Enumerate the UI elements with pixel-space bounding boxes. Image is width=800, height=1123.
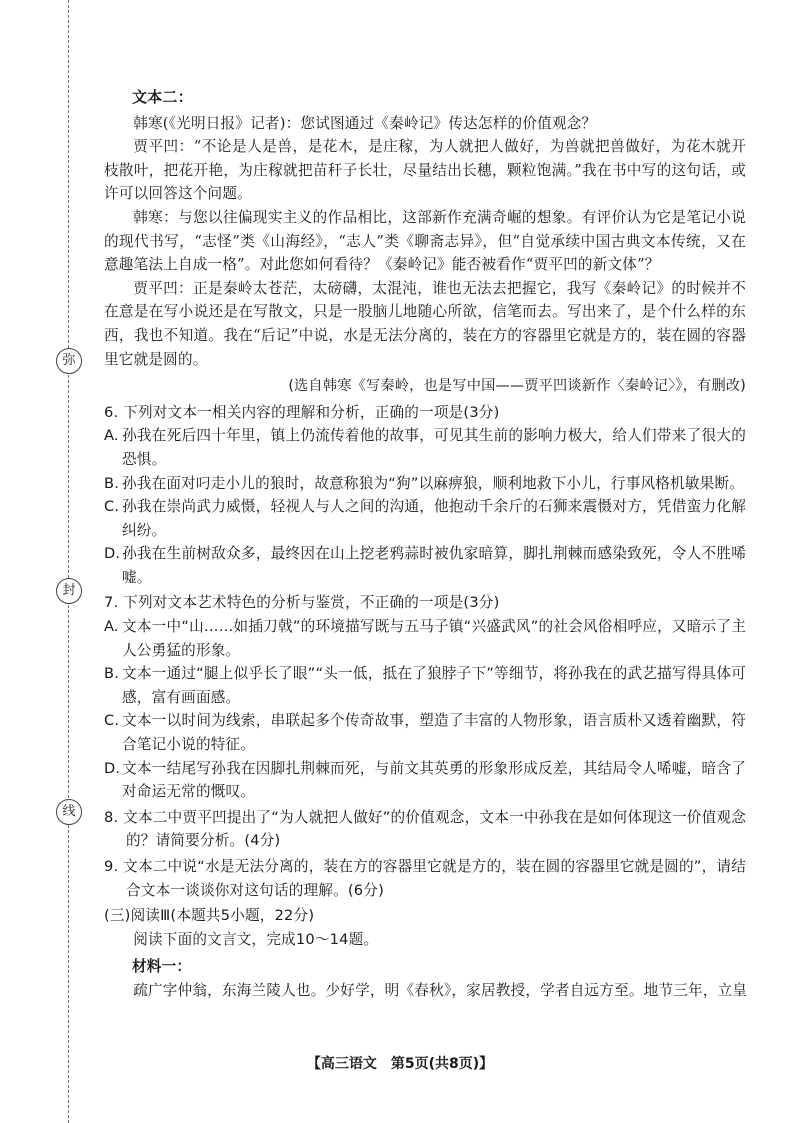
option-letter: B. xyxy=(104,474,120,492)
page-footer: 【高三语文 第5页(共8页)】 xyxy=(306,1056,494,1072)
option-letter: C. xyxy=(104,498,120,516)
section-3-title: (三)阅读Ⅲ(本题共5小题，22分) xyxy=(104,907,315,925)
option-text: 文本一以时间为线索，串联起多个传奇故事，塑造了丰富的人物形象，语言质朴又透着幽默，符合笔记小说的特征。 xyxy=(122,712,746,754)
option-text: 孙我在崇尚武力威慑，轻视人与人之间的沟通，他抱动千余斤的石狮来震慑对方，凭借蛮力化解纠纷。 xyxy=(122,498,746,539)
option-letter: B. xyxy=(104,665,120,683)
option-letter: A. xyxy=(104,618,119,636)
option-text: 孙我在死后四十年里，镇上仍流传着他的故事，可见其生前的影响力极大，给人们带来了很大的恐惧。 xyxy=(122,427,746,468)
binding-char-xian: 线 xyxy=(56,799,82,825)
option-text: 文本一通过“腿上似乎长了眼”“头一低，抵在了狼脖子下”等细节，将孙我在的武艺描写得具体可感，富有画面感。 xyxy=(122,665,746,706)
text2-paragraph: 韩寒(《光明日报》记者)：您试图通过《秦岭记》传达怎样的价值观念？ xyxy=(133,114,597,132)
question-7-option-a[interactable] xyxy=(104,615,746,662)
material-1-text: 疏广字仲翁，东海兰陵人也。少好学，明《春秋》，家居教授，学者自远方至。地节三年，立皇 xyxy=(133,981,748,999)
question-8-text: 8. 文本二中贾平凹提出了“为人就把人做好”的价值观念，文本一中孙我在是如何体现这一价值观念的？请简要分析。(4分) xyxy=(104,808,746,850)
text2-dialog xyxy=(104,112,746,372)
section-3 xyxy=(104,904,746,1002)
question-6 xyxy=(104,401,746,590)
question-6-option-b[interactable] xyxy=(104,472,746,496)
binding-char-mi: 弥 xyxy=(56,348,82,374)
text2-paragraph: 韩寒：与您以往偏现实主义的作品相比，这部新作充满奇崛的想象。有评价认为它是笔记小说的现代书写，“志怪”类《山海经》，“志人”类《聊斋志异》，但“自觉承续中国古典文本传统，又在意趣笔法上自成一格”。对此您如何看待？《秦岭记》能否被看作“贾平凹的新文体”？ xyxy=(104,208,746,274)
question-7-option-d[interactable] xyxy=(104,757,746,804)
text2-source: (选自韩寒《写秦岭，也是写中国——贾平凹谈新作〈秦岭记〉》，有删改) xyxy=(288,378,746,395)
binding-char-feng: 封 xyxy=(56,578,82,604)
material-1-label: 材料一： xyxy=(132,958,192,976)
option-text: 孙我在面对叼走小儿的狼时，故意称狼为“狗”以麻痹狼，顺利地救下小儿，行事风格机敏果断。 xyxy=(122,474,745,492)
question-8 xyxy=(104,806,746,853)
question-6-option-c[interactable] xyxy=(104,495,746,542)
question-7 xyxy=(104,591,746,803)
binding-dashed-line xyxy=(68,0,69,1123)
option-text: 孙我在生前树敌众多，最终因在山上挖老鸦蒜时被仇家暗算，脚扎荆棘而感染致死，令人不胜唏嘘。 xyxy=(122,545,746,586)
question-7-option-b[interactable] xyxy=(104,662,746,709)
option-text: 文本一中“山……如插刀戟”的环境描写既与五马子镇“兴盛武风”的社会风俗相呼应，又暗示了主人公勇猛的形象。 xyxy=(122,618,746,659)
question-6-option-a[interactable] xyxy=(104,424,746,471)
section-3-instruction: 阅读下面的文言文，完成10～14题。 xyxy=(133,930,379,948)
option-letter: D. xyxy=(104,545,121,563)
option-letter: D. xyxy=(104,759,121,777)
question-7-option-c[interactable] xyxy=(104,709,746,756)
question-7-stem: 7. 下列对文本艺术特色的分析与鉴赏，不正确的一项是(3分) xyxy=(104,594,500,612)
text2-heading: 文本二： xyxy=(132,88,193,106)
text2-paragraph: 贾平凹：“不论是人是兽，是花木，是庄稼，为人就把人做好，为兽就把兽做好，为花木就开枝散叶，把花开艳，为庄稼就把苗秆子长壮，尽量结出长穗，颗粒饱满。”我在书中写的这句话，或许可以回答这个问题。 xyxy=(104,138,746,203)
question-9 xyxy=(104,855,746,902)
text2-paragraph: 贾平凹：正是秦岭太苍茫，太磅礴，太混沌，谁也无法去把握它，我写《秦岭记》的时候并不在意是在写小说还是在写散文，只是一股脑儿地随心所欲，信笔而去。写出来了，是个什么样的东西，我也不知道。我在“后记”中说，水是无法分离的，装在方的容器里它就是方的，装在圆的容器里它就是圆的。 xyxy=(104,279,746,368)
page-content xyxy=(104,86,746,1003)
question-6-option-d[interactable] xyxy=(104,542,746,589)
option-letter: A. xyxy=(104,427,119,445)
option-text: 文本一结尾写孙我在因脚扎荆棘而死，与前文其英勇的形象形成反差，其结局令人唏嘘，暗含了对命运无常的慨叹。 xyxy=(122,759,746,801)
option-letter: C. xyxy=(104,712,120,730)
question-9-text: 9. 文本二中说“水是无法分离的，装在方的容器里它就是方的，装在圆的容器里它就是圆的”，请结合文本一谈谈你对这句话的理解。(6分) xyxy=(104,858,746,899)
question-6-stem: 6. 下列对文本一相关内容的理解和分析，正确的一项是(3分) xyxy=(104,403,500,421)
